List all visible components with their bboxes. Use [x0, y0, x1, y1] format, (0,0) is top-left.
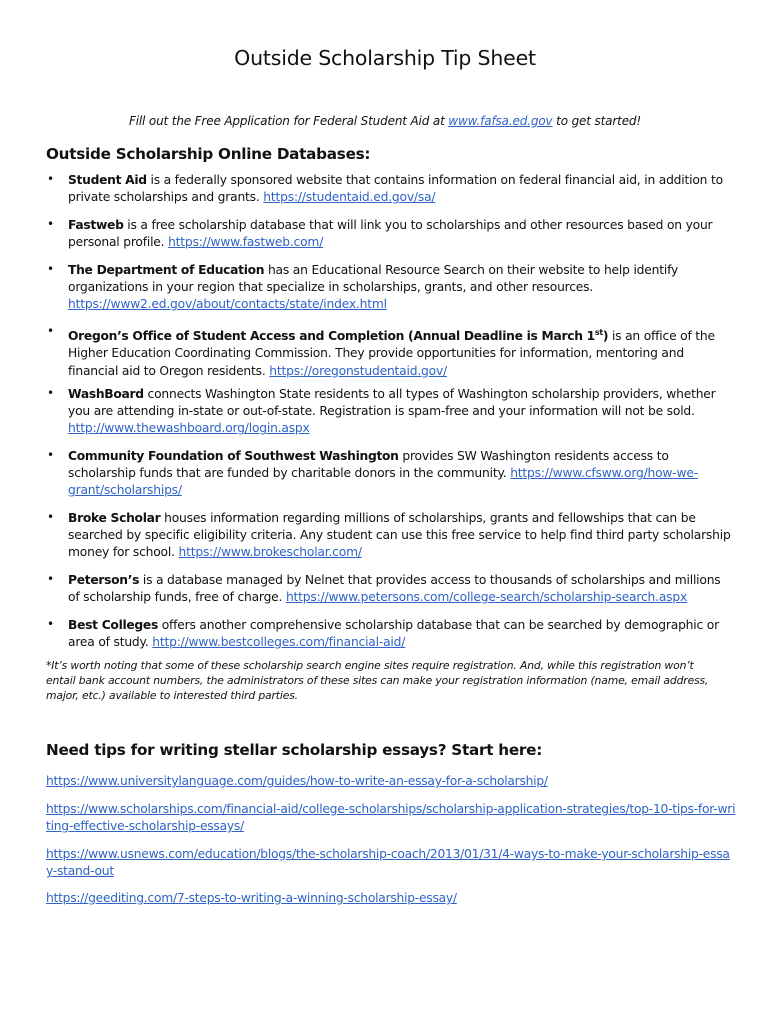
bullet-mark: •	[47, 572, 55, 586]
database-name: Community Foundation of Southwest Washington	[68, 449, 399, 463]
essays-heading: Need tips for writing stellar scholarship essays? Start here:	[46, 741, 543, 759]
database-link[interactable]: https://www.fastweb.com/	[168, 235, 324, 250]
page-title: Outside Scholarship Tip Sheet	[234, 46, 536, 70]
registration-note: *It’s worth noting that some of these scholarship search engine sites require registration. And, while this registration won’t entail bank account numbers, the administrators of these sites can make your registration information (name, email address, major, etc.) available to interested third parties.	[46, 659, 709, 702]
database-name: Broke Scholar	[68, 511, 161, 525]
database-name: Fastweb	[68, 218, 124, 232]
database-name: The Department of Education	[68, 263, 265, 277]
bullet-mark: •	[47, 386, 55, 400]
database-link[interactable]: https://oregonstudentaid.gov/	[269, 363, 447, 378]
bullet-mark: •	[47, 262, 55, 276]
database-description: provides SW Washington residents access to scholarship funds that are funded by charitable donors in the community.	[68, 449, 669, 481]
essay-link[interactable]: https://www.scholarships.com/financial-aid/college-scholarships/scholarship-application-strategies/top-10-tips-for-writing-effective-scholarship-essays/	[46, 802, 736, 834]
database-name-close: )	[602, 329, 609, 344]
fafsa-link[interactable]: www.fafsa.ed.gov	[448, 114, 553, 128]
database-description: has an Educational Resource Search on their website to help identify organizations in your region that specialize in scholarships, grants, and other resources.	[68, 263, 679, 295]
database-link[interactable]: http://www.thewashboard.org/login.aspx	[68, 421, 310, 436]
bullet-mark: •	[47, 510, 55, 524]
database-description: is a free scholarship database that will link you to scholarships and other resources based on your personal profile.	[68, 218, 713, 250]
database-link[interactable]: https://www.brokescholar.com/	[178, 545, 362, 560]
bullet-mark: •	[47, 217, 55, 231]
fafsa-intro-end: to get started!	[552, 114, 642, 128]
essay-link[interactable]: https://www.usnews.com/education/blogs/the-scholarship-coach/2013/01/31/4-ways-to-make-your-scholarship-essay-stand-out	[46, 847, 730, 879]
database-name-text: Oregon’s Office of Student Access and Completion (Annual Deadline is March 1	[68, 329, 595, 344]
database-description: offers another comprehensive scholarship database that can be searched by demographic or area of study.	[68, 618, 719, 650]
database-description: is a federally sponsored website that contains information on federal financial aid, in addition to private scholarships and grants.	[68, 173, 723, 205]
bullet-mark: •	[47, 617, 55, 631]
bullet-mark: •	[47, 324, 55, 338]
bullet-mark: •	[47, 448, 55, 462]
database-link[interactable]: https://www.petersons.com/college-search/scholarship-search.aspx	[285, 590, 688, 605]
bullet-mark: •	[47, 172, 55, 186]
database-link[interactable]: https://studentaid.ed.gov/sa/	[263, 190, 436, 205]
database-link[interactable]: https://www2.ed.gov/about/contacts/state/index.html	[68, 297, 387, 312]
database-description: is an office of the Higher Education Coordinating Commission. They provide opportunities for information, mentoring and financial aid to Oregon residents.	[68, 329, 715, 378]
database-name: Student Aid	[68, 173, 147, 187]
databases-heading: Outside Scholarship Online Databases:	[46, 145, 371, 163]
database-description: is a database managed by Nelnet that provides access to thousands of scholarships and millions of scholarship funds, free of charge.	[68, 573, 721, 605]
database-name: WashBoard	[68, 387, 144, 401]
ordinal-suffix: st	[594, 328, 603, 337]
fafsa-intro	[0, 114, 770, 128]
essay-link[interactable]: https://geediting.com/7-steps-to-writing-a-winning-scholarship-essay/	[46, 891, 457, 905]
fafsa-intro-text: Fill out the Free Application for Federal Student Aid at	[128, 114, 449, 128]
database-description: connects Washington State residents to all types of Washington scholarship providers, whether you are attending in-state or out-of-state. Registration is spam-free and your information will not be sold.	[68, 387, 716, 419]
database-name: Peterson’s	[68, 573, 140, 587]
database-description: houses information regarding millions of scholarships, grants and fellowships that can be searched by specific eligibility criteria. Any student can use this free service to help find third party scholarship money for school.	[68, 511, 731, 560]
database-link[interactable]: https://www.cfsww.org/how-we-grant/scholarships/	[68, 466, 698, 498]
database-name	[68, 329, 608, 343]
database-name: Best Colleges	[68, 618, 158, 632]
database-link[interactable]: http://www.bestcolleges.com/financial-aid/	[152, 635, 406, 650]
essay-link[interactable]: https://www.universitylanguage.com/guides/how-to-write-an-essay-for-a-scholarship/	[46, 774, 548, 788]
